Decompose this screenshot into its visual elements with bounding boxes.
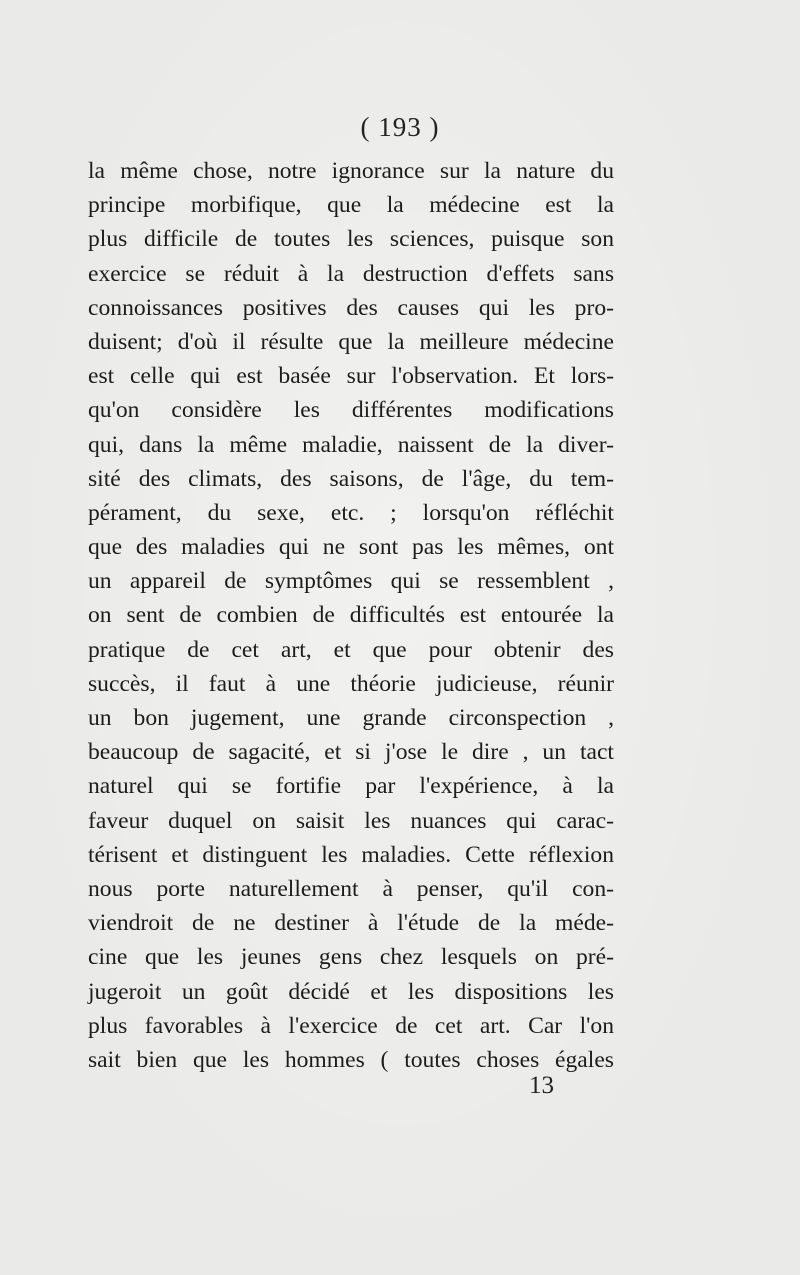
signature-mark: 13 (529, 1072, 554, 1099)
text-line: faveur duquel on saisit les nuances qui carac- (88, 807, 614, 834)
text-line: pratique de cet art, et que pour obtenir des (88, 636, 614, 663)
text-line: nous porte naturellement à penser, qu'il con- (88, 875, 614, 902)
text-line: principe morbifique, que la médecine est la (88, 192, 614, 219)
text-line: jugeroit un goût décidé et les dispositions les (88, 978, 614, 1005)
text-line: connoissances positives des causes qui les pro- (88, 294, 614, 321)
text-line: beaucoup de sagacité, et si j'ose le dire , un tact (88, 739, 614, 766)
text-line: viendroit de ne destiner à l'étude de la méde- (88, 910, 614, 937)
text-line: que des maladies qui ne sont pas les mêmes, ont (88, 534, 614, 561)
page-number: ( 193 ) (360, 112, 440, 142)
text-line: térisent et distinguent les maladies. Cette réflexion (88, 841, 614, 868)
text-line: un bon jugement, une grande circonspection , (88, 705, 614, 731)
text-line: la même chose, notre ignorance sur la nature du (88, 158, 614, 184)
text-line: on sent de combien de difficultés est entourée la (88, 602, 614, 629)
text-line: qu'on considère les différentes modifications (88, 397, 614, 424)
text-line: un appareil de symptômes qui se ressemblent , (88, 568, 614, 595)
text-line: naturel qui se fortifie par l'expérience, à la (88, 773, 614, 800)
body-text (88, 154, 614, 1077)
text-line: sité des climats, des saisons, de l'âge, du tem- (88, 465, 614, 492)
text-line: pérament, du sexe, etc. ; lorsqu'on réfléchit (88, 499, 614, 526)
text-line: qui, dans la même maladie, naissent de la diver- (88, 431, 614, 458)
text-line: plus favorables à l'exercice de cet art. Car l'on (88, 1012, 614, 1039)
text-line: duisent; d'où il résulte que la meilleure médecine (88, 328, 614, 355)
text-line: sait bien que les hommes ( toutes choses égales (88, 1046, 614, 1073)
text-line: est celle qui est basée sur l'observation. Et lors- (88, 363, 614, 390)
text-line: succès, il faut à une théorie judicieuse, réunir (88, 670, 614, 697)
text-line: cine que les jeunes gens chez lesquels on pré- (88, 944, 614, 971)
text-line: plus difficile de toutes les sciences, puisque son (88, 226, 614, 253)
text-line: exercice se réduit à la destruction d'effets sans (88, 260, 614, 287)
